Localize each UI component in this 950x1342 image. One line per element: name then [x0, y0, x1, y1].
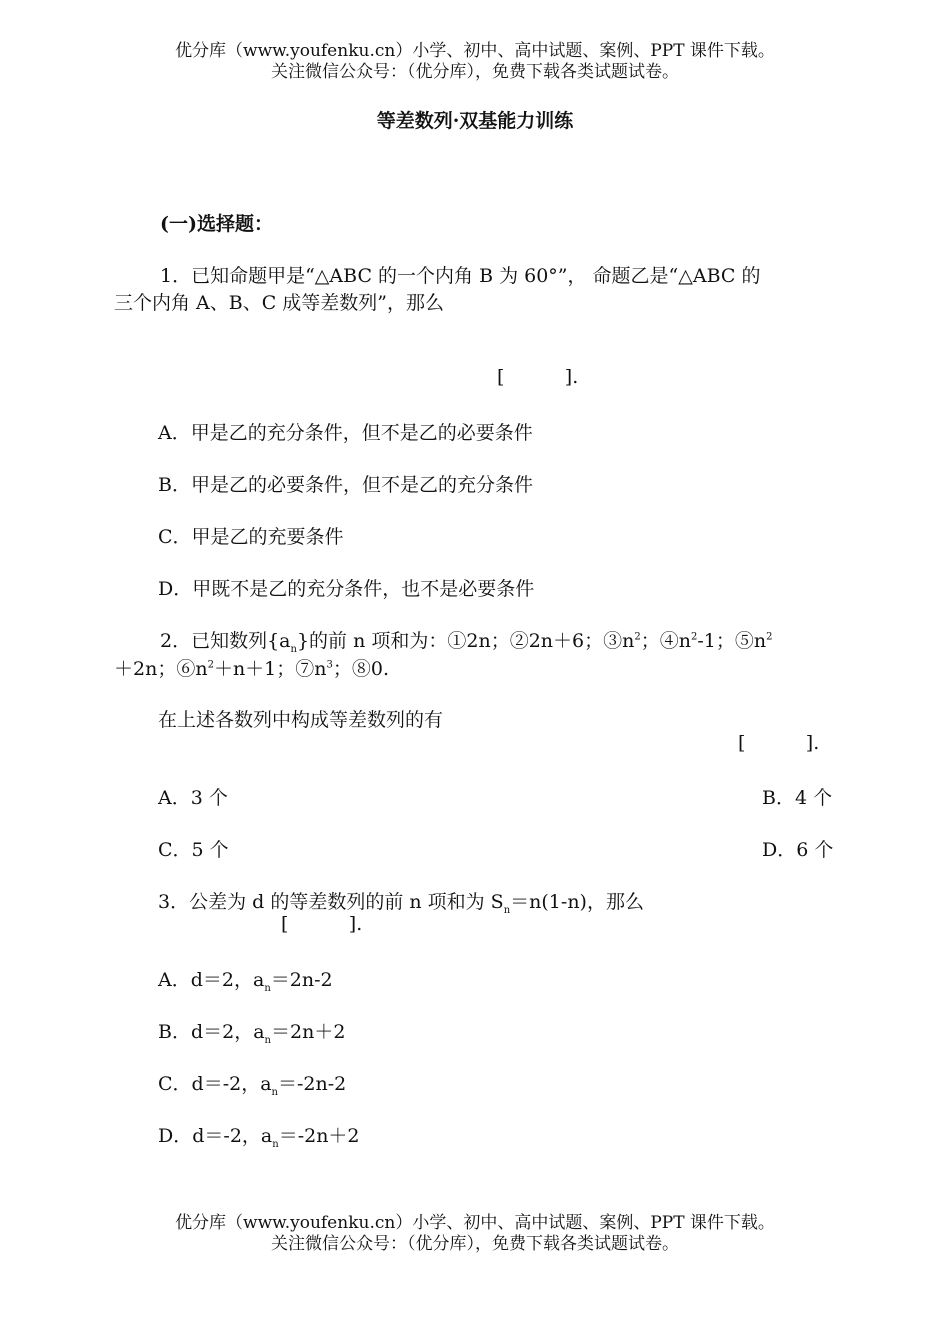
q3-option-a-subscript: n	[264, 982, 271, 994]
q2-subscript: n	[290, 643, 297, 655]
q3-option-d-text: ＝-2n＋2	[278, 1125, 360, 1147]
q1-line-1: 1．已知命题甲是“△ABC 的一个内角 B 为 60°”， 命题乙是“△ABC 的	[160, 265, 761, 287]
header-line-2: 关注微信公众号：（优分库），免费下载各类试题试卷。	[271, 62, 679, 82]
footer-line-2: 关注微信公众号：（优分库），免费下载各类试题试卷。	[271, 1234, 679, 1254]
q2-line-3: 在上述各数列中构成等差数列的有	[158, 709, 444, 731]
q3-subscript: n	[503, 904, 511, 916]
q2-superscript: 2	[766, 631, 773, 643]
q2-answer-blank: [ ].	[738, 732, 820, 754]
q3-line-1	[158, 887, 644, 914]
section-heading: (一)选择题：	[160, 213, 273, 235]
q3-option-b-text: B．d＝2，a	[158, 1021, 265, 1043]
q2-text: ＋2n；⑥n	[114, 658, 208, 680]
q3-option-b-text: ＝2n＋2	[271, 1021, 346, 1043]
q2-line-2	[114, 654, 389, 681]
q3-option-b-subscript: n	[264, 1034, 271, 1046]
q3-option-c-subscript: n	[271, 1086, 278, 1098]
q2-option-b: B．4 个	[762, 787, 833, 809]
q3-answer-blank: [ ].	[281, 913, 363, 935]
q2-option-c: C．5 个	[158, 839, 229, 861]
q2-text: ＋n＋1；⑦n	[213, 658, 327, 680]
header-line-1: 优分库（www.youfenku.cn）小学、初中、高中试题、案例、PPT 课件下载。	[175, 41, 775, 61]
q3-option-c-text: ＝-2n-2	[278, 1073, 347, 1095]
q3-option-a	[158, 965, 333, 992]
q1-answer-blank: [ ].	[497, 366, 579, 388]
q2-text: -1；⑤n	[697, 630, 767, 652]
q3-text: ＝n(1-n)，那么	[510, 891, 644, 913]
q1-option-c: C．甲是乙的充要条件	[158, 526, 344, 548]
q3-option-d-subscript: n	[272, 1138, 279, 1150]
q2-superscript: 3	[326, 659, 333, 671]
q1-option-d: D．甲既不是乙的充分条件，也不是必要条件	[158, 578, 535, 600]
q2-text: ；⑧0.	[332, 658, 390, 680]
q3-text: 3．公差为 d 的等差数列的前 n 项和为 S	[158, 891, 504, 913]
q3-option-c	[158, 1069, 346, 1096]
q2-option-a: A．3 个	[158, 787, 228, 809]
q2-text: ；④n	[640, 630, 691, 652]
q3-option-a-text: ＝2n-2	[270, 969, 333, 991]
q3-option-d-text: D．d＝-2，a	[158, 1125, 273, 1147]
q2-superscript: 2	[634, 631, 641, 643]
q2-superscript: 2	[690, 631, 698, 643]
q2-text: 2．已知数列{a	[160, 630, 291, 652]
q3-option-a-text: A．d＝2，a	[158, 969, 265, 991]
q1-line-2: 三个内角 A、B、C 成等差数列”，那么	[114, 292, 445, 314]
q2-text: }的前 n 项和为：①2n；②2n＋6；③n	[296, 630, 635, 652]
page-title: 等差数列·双基能力训练	[376, 110, 574, 132]
q2-line-1	[160, 626, 772, 653]
q1-option-b: B．甲是乙的必要条件，但不是乙的充分条件	[158, 474, 533, 496]
q3-option-b	[158, 1017, 345, 1044]
q1-option-a: A．甲是乙的充分条件，但不是乙的必要条件	[158, 422, 533, 444]
q3-option-d	[158, 1121, 360, 1148]
footer-line-1: 优分库（www.youfenku.cn）小学、初中、高中试题、案例、PPT 课件下载。	[175, 1213, 775, 1233]
q2-superscript: 2	[207, 659, 214, 671]
q2-option-d: D．6 个	[762, 839, 834, 861]
q3-option-c-text: C．d＝-2，a	[158, 1073, 272, 1095]
